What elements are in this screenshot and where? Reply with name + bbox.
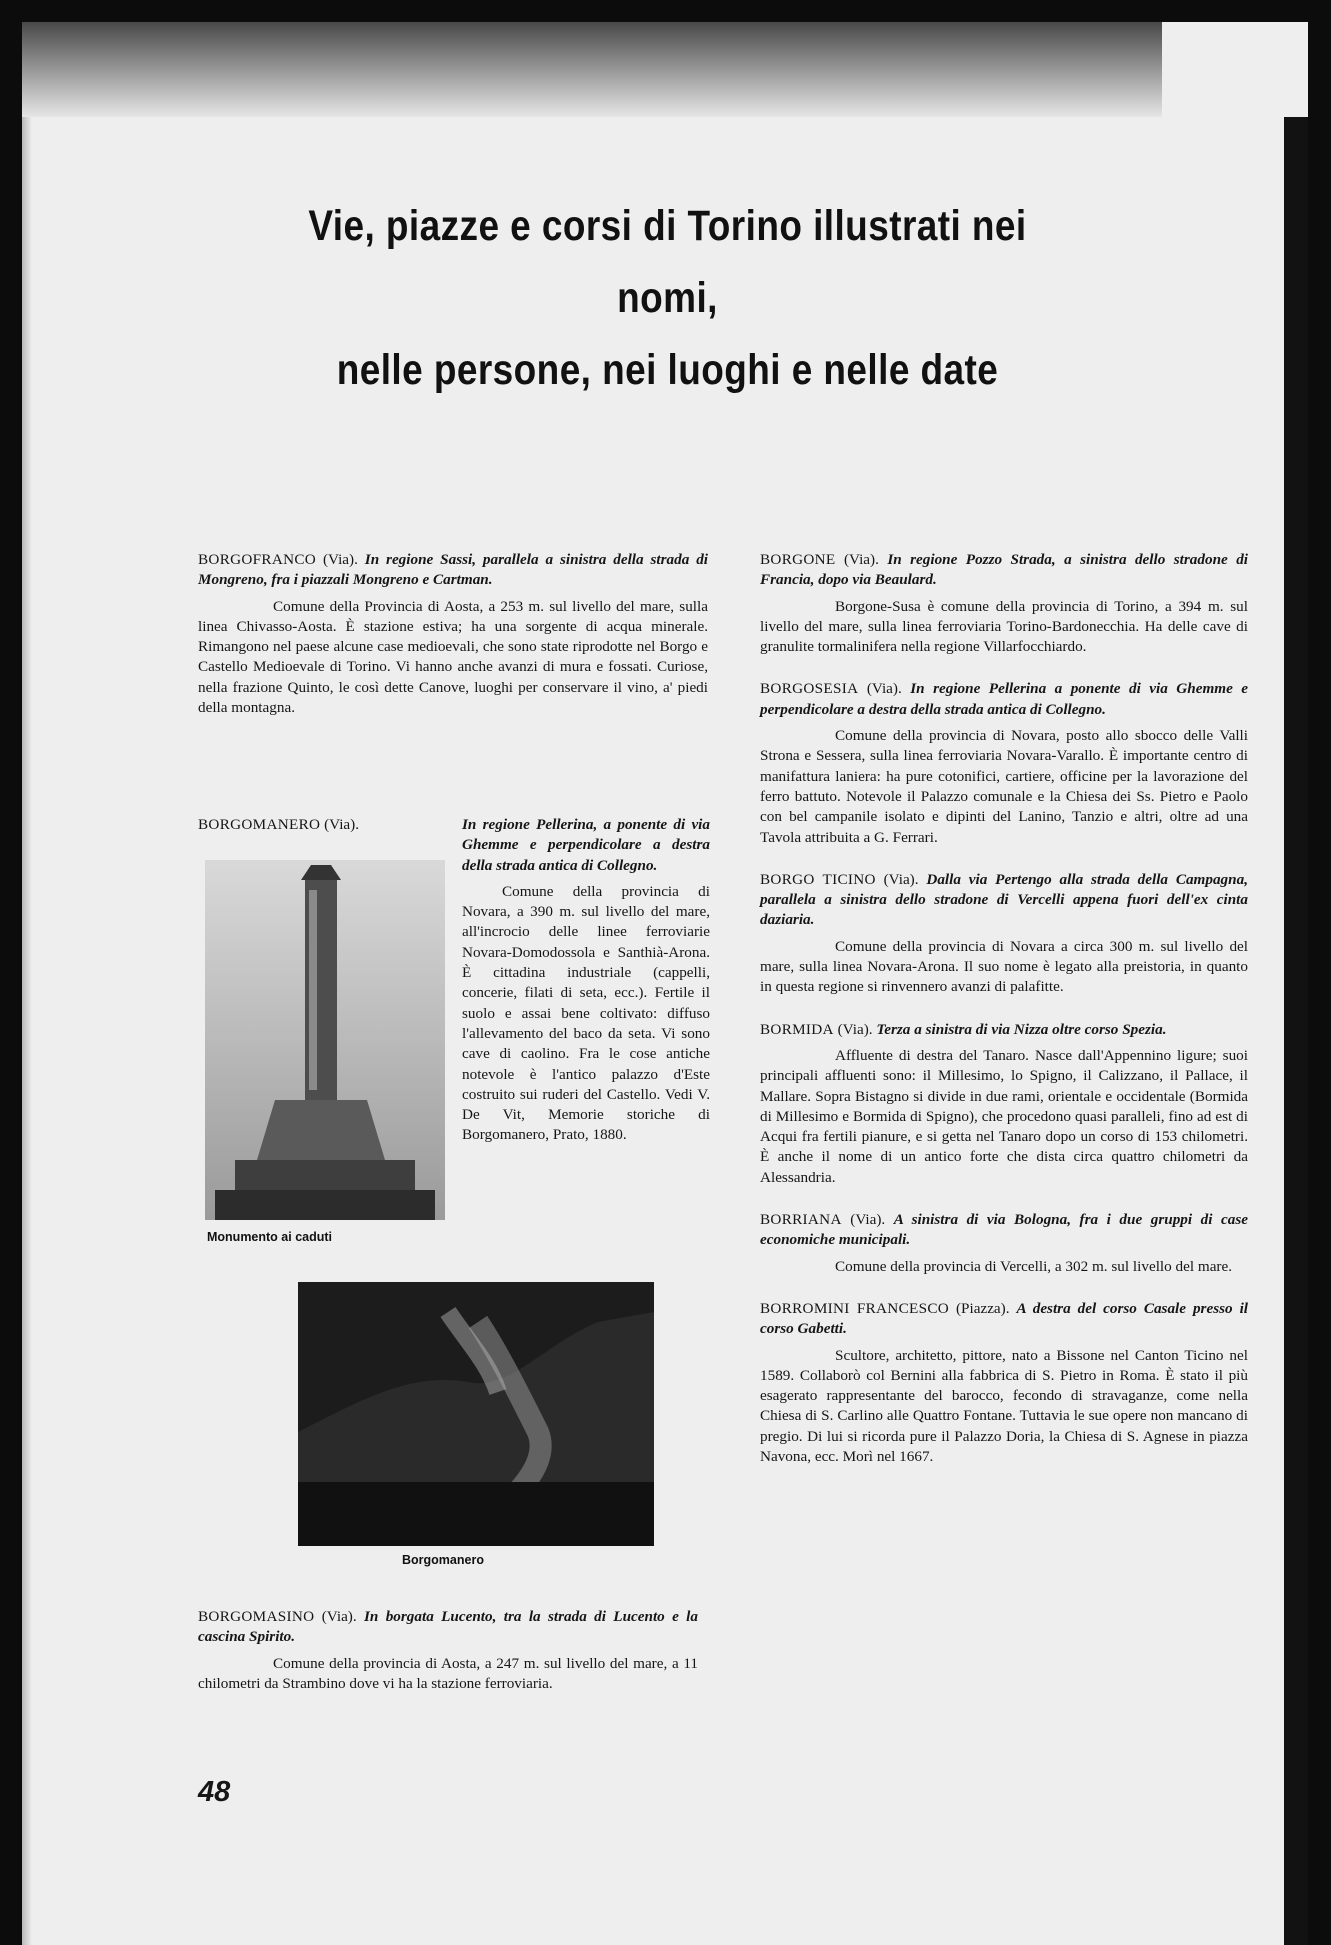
entry-head [760, 550, 1248, 591]
left-column [198, 550, 708, 718]
entry-borgosesia [760, 679, 1248, 847]
entry-location: In regione Pellerina a ponente di via Ghemme e perpendicolare a destra della strada antica di Collegno. [760, 680, 1249, 718]
entry-type: (Via). [321, 1608, 357, 1625]
landscape-photo [298, 1282, 654, 1546]
entry-name: BORGOMANERO [198, 816, 321, 833]
entry-name: BORRIANA [760, 1211, 842, 1229]
entry-head [198, 550, 708, 591]
entry-location: Dalla via Pertengo alla strada della Campagna, parallela a sinistra dello stradone di Vercelli appena fuori dell'ex cinta daziaria. [760, 870, 1248, 929]
entry-location: In borgata Lucento, tra la strada di Lucento e la cascina Spirito. [198, 1608, 698, 1646]
entry-borromini [760, 1299, 1248, 1467]
monument-caption: Monumento ai caduti [207, 1230, 332, 1244]
entry-head [760, 1299, 1248, 1340]
entry-bormida [760, 1020, 1248, 1188]
entry-name: BORGONE [760, 551, 836, 568]
entry-location: A sinistra di via Bologna, fra i due gruppi di case economiche municipali. [760, 1211, 1248, 1249]
entry-location: In regione Pellerina, a ponente di via Ghemme e perpendicolare a destra della strada antica di Collegno. [462, 816, 710, 874]
title-line-2: nelle persone, nei luoghi e nelle date [336, 346, 999, 394]
entry-head [760, 1210, 1248, 1251]
entry-type: (Via). [837, 1020, 873, 1038]
entry-body: Borgone-Susa è comune della provincia di Torino, a 394 m. sul livello del mare, sulla linea ferroviaria Torino-Bardonecchia. Ha delle cave di granulite tormalinifera nella regione Villarfocchiardo. [760, 597, 1248, 656]
entry-borgo-ticino [760, 870, 1248, 998]
entry-body: Comune della provincia di Novara, a 390 m. sul livello del mare, all'incrocio delle linee ferroviarie Novara-Domodossola e Santhià-Arona. È cittadina industriale (cappelli, concerie, filati di seta, ecc.). Fertile il suolo e assai bene coltivato: diffuso l'allevamento del baco da seta. Vi sono cave di caolino. Fra le cose antiche notevole è l'antico palazzo d'Este costruito sui ruderi del Castello. Vedi V. De Vit, Memorie storiche di Borgomanero, Prato, 1880. [462, 882, 710, 1144]
entry-name: BORGOFRANCO [198, 551, 317, 568]
entry-head [760, 1020, 1248, 1040]
entry-type: (Via). [843, 551, 879, 568]
scan-shadow-top [22, 22, 1162, 117]
entry-borgofranco [198, 550, 708, 718]
page-number: 48 [198, 1776, 231, 1808]
entry-location: In regione Sassi, parallela a sinistra della strada di Mongreno, fra i piazzali Mongreno e Cartman. [198, 551, 709, 589]
entry-name: BORGO TICINO [760, 870, 876, 888]
entry-type: (Via). [850, 1211, 886, 1229]
entry-type: (Piazza). [955, 1299, 1010, 1317]
entry-name: BORROMINI FRANCESCO [760, 1299, 950, 1317]
entry-body: Comune della provincia di Aosta, a 247 m. sul livello del mare, a 11 chilometri da Strambino dove vi ha la stazione ferroviaria. [198, 1654, 698, 1692]
entry-type: (Via). [322, 551, 358, 568]
entry-borgone [760, 550, 1248, 657]
entry-borgomasino [198, 1607, 698, 1694]
entry-head [760, 870, 1248, 931]
entry-type: (Via). [324, 816, 360, 833]
scan-edge-left [22, 117, 32, 1945]
page-title [257, 190, 1078, 406]
entry-body: Comune della Provincia di Aosta, a 253 m. sul livello del mare, sulla linea Chivasso-Aosta. È stazione estiva; ha una sorgente di acqua minerale. Rimangono nel paese alcune case medioevali, che sono state riprodotte nel Borgo e Castello Medioevale di Torino. Vi hanno anche avanzi di mura e fossati. Curiose, nella frazione Quinto, le così dette Canove, luoghi per conservare il vino, a' piedi della montagna. [198, 597, 708, 717]
entry-location: A destra del corso Casale presso il corso Gabetti. [760, 1299, 1249, 1338]
entry-borriana [760, 1210, 1248, 1277]
landscape-caption: Borgomanero [402, 1553, 484, 1567]
entry-borgomanero-text [462, 815, 710, 1146]
entry-name: BORGOSESIA [760, 680, 859, 698]
entry-head [198, 1607, 698, 1648]
right-column [760, 550, 1248, 1467]
entry-location: Terza a sinistra di via Nizza oltre corso Spezia. [876, 1020, 1167, 1038]
entry-type: (Via). [866, 680, 902, 698]
entry-body: Affluente di destra del Tanaro. Nasce dall'Appennino ligure; suoi principali affluenti sono: il Millesimo, lo Spigno, il Calizzano, il Pallace, il Mallare. Sopra Bistagno si divide in due rami, orientale e occidentale (Bormida di Millesimo e Bormida di Spigno), che procedono quasi paralleli, fino ad est di Acqui fra fertili pianure, e si getta nel Tanaro dopo un corso di 153 chilometri. È anche il nome di un antico forte che dista circa quattro chilometri da Alessandria. [760, 1046, 1248, 1186]
scan-shadow-right [1284, 117, 1308, 1945]
entry-body: Comune della provincia di Novara, posto allo sbocco delle Valli Strona e Sessera, sulla linea ferroviaria Novara-Varallo. È importante centro di manifattura laniera: ha pure cotonifici, cartiere, officine per la lavorazione del ferro battuto. Notevole il Palazzo comunale e la Chiesa dei Ss. Pietro e Paolo con bel campanile isolato e dipinti del Lanino, Tanzio e altri, oltre ad una Tavola attribuita a G. Ferrari. [760, 727, 1248, 846]
entry-type: (Via). [883, 870, 919, 888]
entry-body: Comune della provincia di Vercelli, a 302 m. sul livello del mare. [835, 1257, 1233, 1275]
monument-photo [205, 860, 445, 1220]
entry-name: BORGOMASINO [198, 1608, 315, 1625]
entry-body: Scultore, architetto, pittore, nato a Bissone nel Canton Ticino nel 1589. Collaborò col Bernini alla fabbrica di S. Pietro in Roma. È stato il più esagerato rappresentante del barocco, fecondo di stravaganze, come nella Chiesa di S. Carlino alle Quattro Fontane. Tuttavia le sue opere non mancano di pregio. Di lui si ricorda pure il Palazzo Doria, la Chiesa di S. Agnese in piazza Navona, ecc. Morì nel 1667. [760, 1346, 1248, 1465]
landscape-illustration [298, 1282, 654, 1546]
entry-location: In regione Pozzo Strada, a sinistra dello stradone di Francia, dopo via Beaulard. [760, 551, 1249, 589]
entry-name: BORMIDA [760, 1020, 834, 1038]
entry-head [760, 679, 1248, 720]
monument-illustration [205, 860, 445, 1220]
title-line-1: Vie, piazze e corsi di Torino illustrati nei nomi, [308, 202, 1027, 322]
entry-body: Comune della provincia di Novara a circa 300 m. sul livello del mare, sulla linea Novara-Arona. Il suo nome è legato alla preistoria, in quanto in questa regione si rinvennero avanzi di palafitte. [760, 937, 1248, 996]
